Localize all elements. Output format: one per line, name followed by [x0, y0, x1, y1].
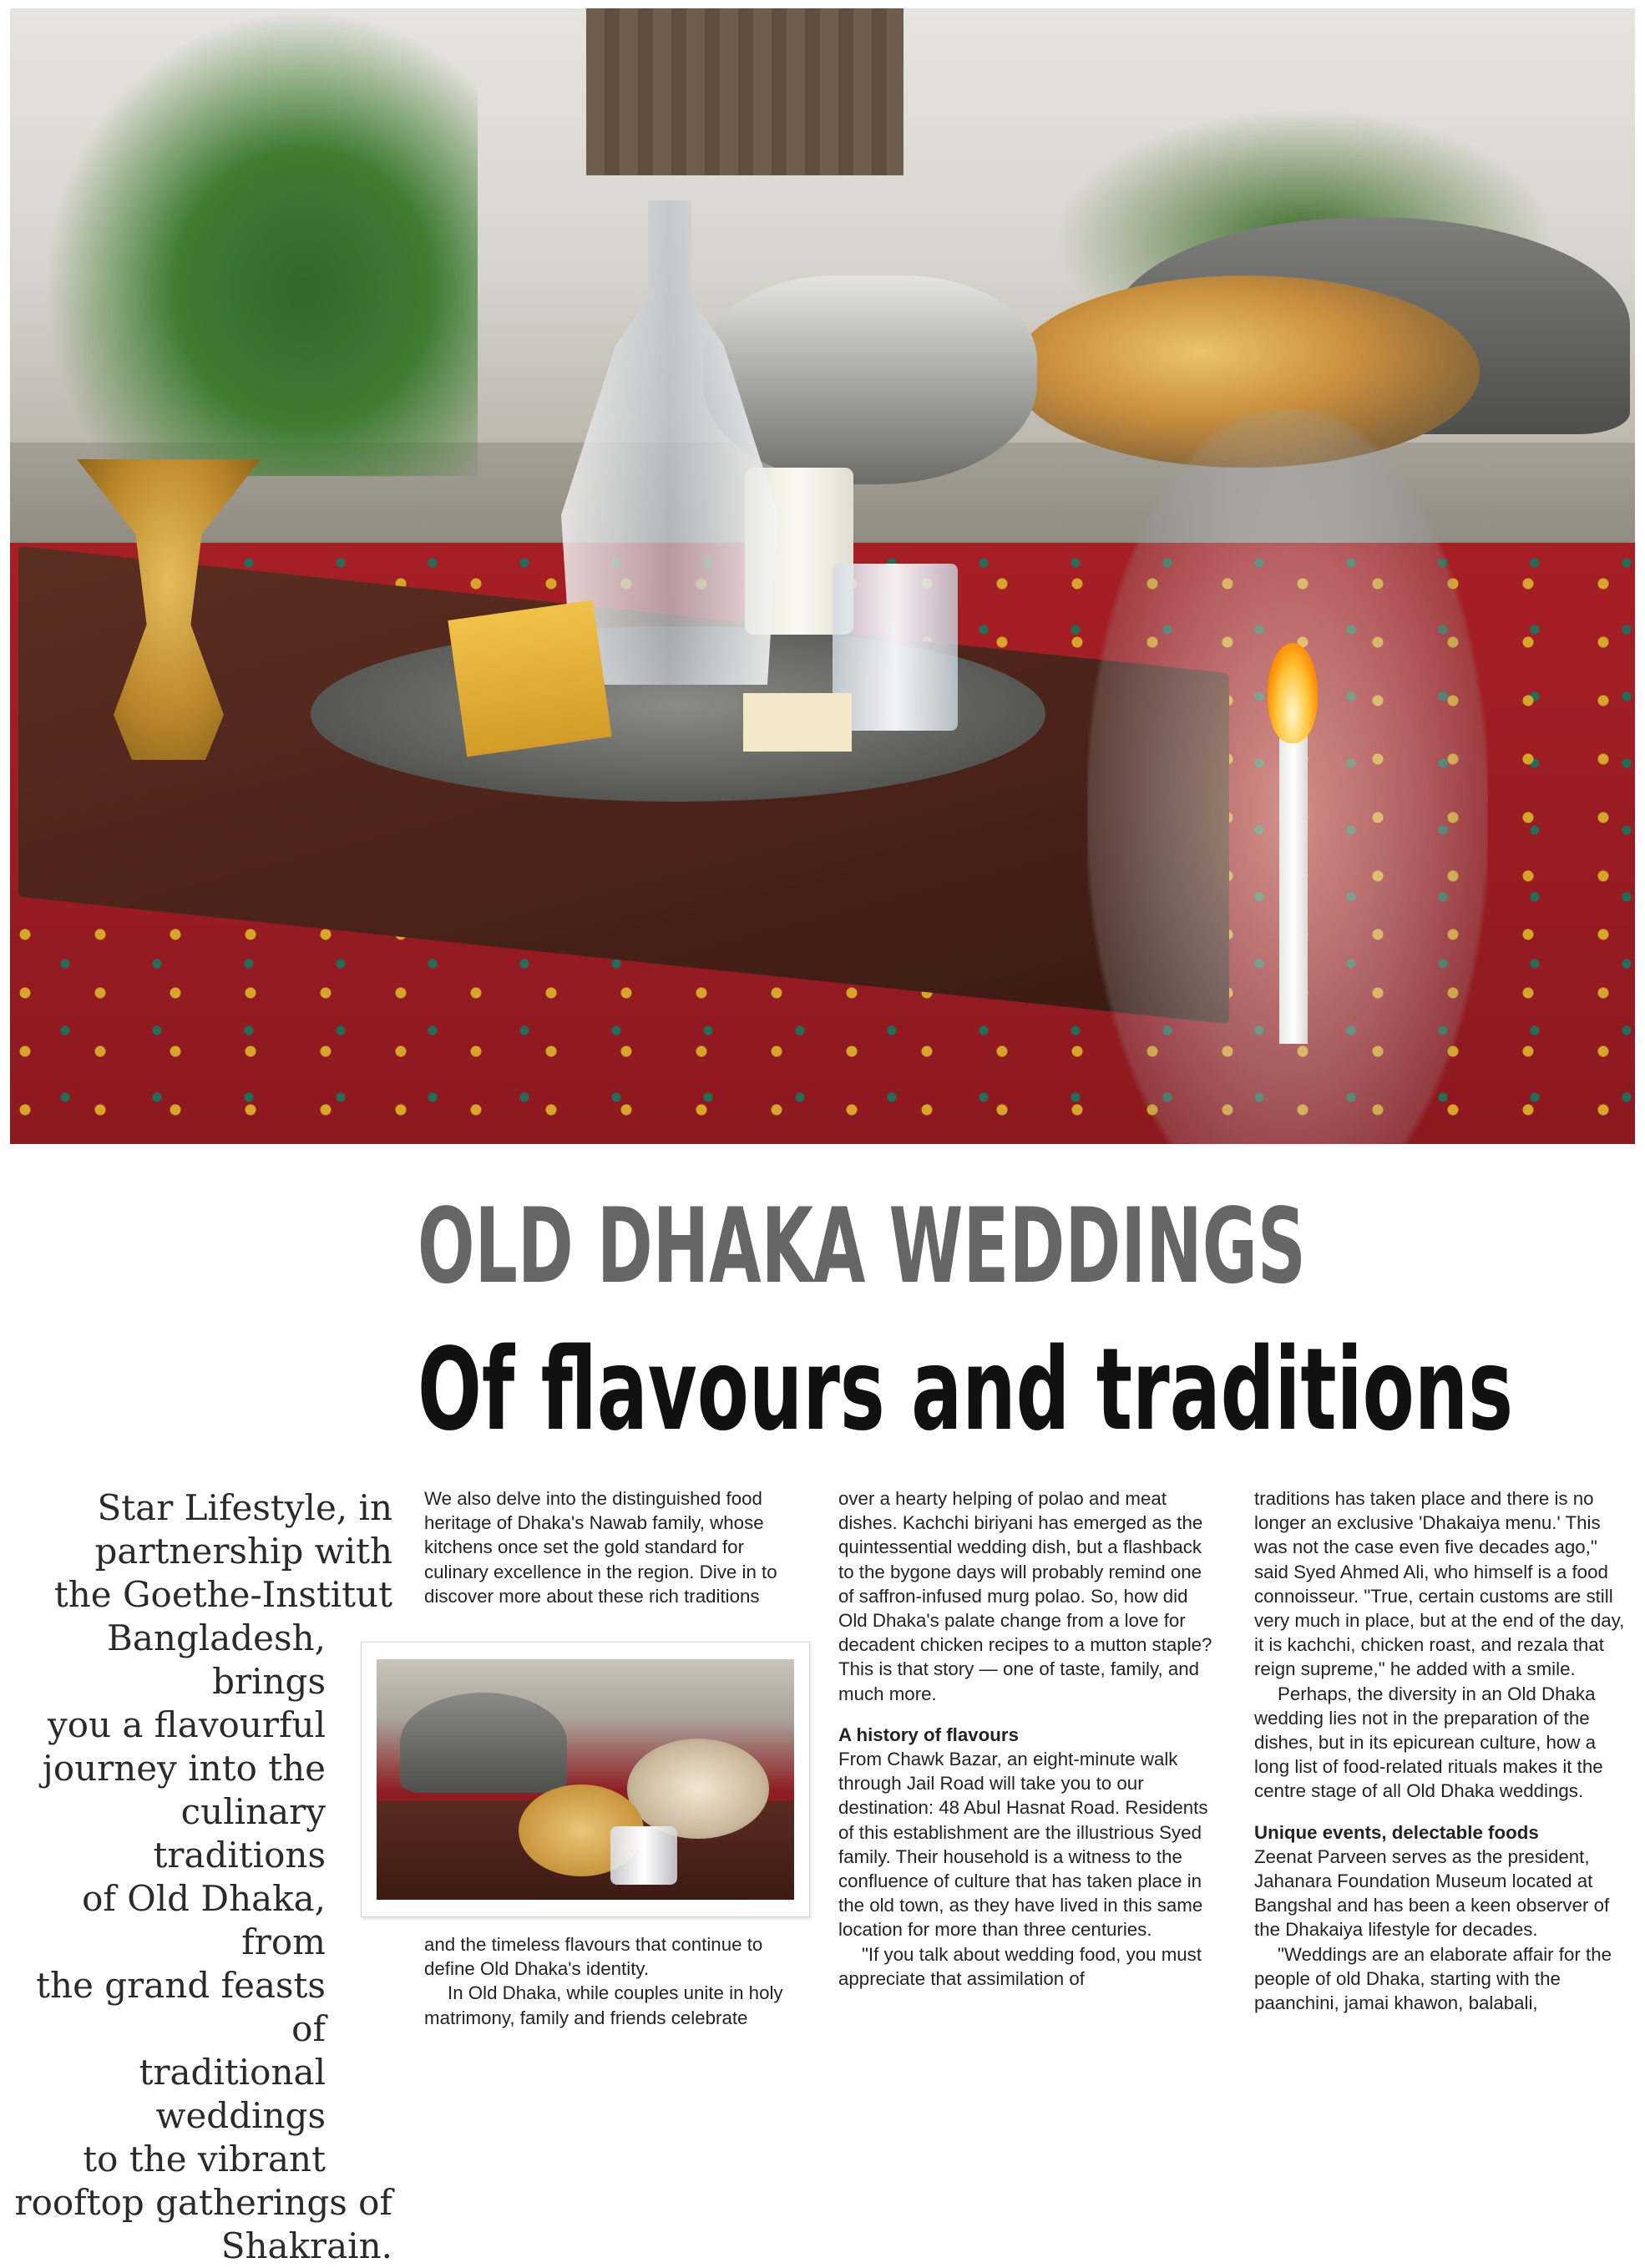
column-1-paragraph: In Old Dhaka, while couples unite in holy matrimony, family and friends celebrate — [424, 1982, 783, 2028]
column-3-paragraph: Perhaps, the diversity in an Old Dhaka wedding lies not in the preparation of the dishes, but in its epicurean culture, how a long list of food-related rituals makes it the centre stage of all Old Dhaka weddings. — [1254, 1683, 1603, 1802]
column-2-paragraph: From Chawk Bazar, an eight-minute walk through Jail Road will take you to our destination: 48 Abul Hasnat Road. Residents of this establishment are the illustrious Syed family. Their household is a witness to the confluence of culture that has taken place in the old town, as they have lived in this same location for more than three centuries. — [838, 1749, 1208, 1941]
column-3-paragraph: traditions has taken place and there is no longer an exclusive 'Dhakaiya menu.' This was not the case even five decades ago," said Syed Ahmed Ali, who himself is a food connoisseur. "True, certain customs are still very much in place, but at the end of the day, it is kachchi, chicken roast, and rezala that reign supreme," he added with a smile. — [1254, 1488, 1625, 1680]
column-2-paragraph: over a hearty helping of polao and meat dishes. Kachchi biriyani has emerged as the quintessential wedding dish, but a flashback to the bygone days will probably remind one of saffron-infused murg polao. So, how did Old Dhaka's palate change from a love for decadent chicken recipes to a mutton staple? This is that story — one of taste, family, and much more. — [838, 1488, 1212, 1704]
hero-plants — [43, 8, 478, 476]
intro-line: traditional weddings — [139, 2052, 326, 2136]
hero-butter — [743, 693, 852, 752]
hero-image — [10, 8, 1635, 1144]
hero-candle-flame — [1268, 643, 1318, 743]
intro-line: Bangladesh, brings — [106, 1617, 326, 1702]
article-column-1-bottom — [424, 1932, 792, 2030]
hero-sweet-cake — [448, 600, 611, 757]
hero-door — [586, 8, 903, 175]
inset-photo — [377, 1659, 794, 1900]
inset-glass — [610, 1826, 677, 1885]
headline-title: Of flavours and traditions — [418, 1324, 1514, 1456]
article-column-1-top — [424, 1486, 792, 1608]
intro-line: you a flavourful — [47, 1704, 326, 1745]
intro-line: partnership with — [94, 1531, 392, 1572]
intro-line: of Old Dhaka, from — [82, 1878, 326, 1962]
column-3-paragraph: Zeenat Parveen serves as the president, Jahanara Foundation Museum located at Bangshal and has been a keen observer of the Dhakaiya lifestyle for decades. — [1254, 1845, 1610, 1941]
intro-line: the grand feasts of — [36, 1965, 326, 2049]
section-heading: A history of flavours — [838, 1724, 1019, 1745]
intro-line: Shakrain. — [220, 2225, 392, 2266]
intro-line: the Goethe-Institut — [53, 1574, 392, 1615]
inset-sweets-plate — [627, 1739, 769, 1839]
intro-line: culinary traditions — [153, 1791, 326, 1876]
column-1-paragraph: We also delve into the distinguished food heritage of Dhaka's Nawab family, whose kitchens once set the gold standard for culinary excellence in the region. Dive in to discover more about these rich traditions — [424, 1488, 777, 1607]
intro-line: Star Lifestyle, in — [97, 1487, 392, 1528]
hero-candle — [1279, 735, 1308, 1044]
article-column-2 — [838, 1486, 1214, 1991]
intro-line: journey into the — [42, 1748, 326, 1789]
intro-line: rooftop gatherings of — [14, 2182, 392, 2223]
intro-blurb — [8, 1486, 392, 2268]
inset-silver-dome — [400, 1693, 567, 1793]
column-3-paragraph: "Weddings are an elaborate affair for the people of old Dhaka, starting with the paanchini, jamai khawon, balabali, — [1254, 1943, 1612, 2014]
section-heading: Unique events, delectable foods — [1254, 1821, 1539, 1843]
column-2-paragraph: "If you talk about wedding food, you must appreciate that assimilation of — [838, 1943, 1202, 1989]
intro-line: to the vibrant — [83, 2139, 326, 2179]
article-column-3 — [1254, 1486, 1634, 2015]
column-1-paragraph: and the timeless flavours that continue to define Old Dhaka's identity. — [424, 1934, 763, 1980]
inset-photo-frame — [361, 1642, 810, 1917]
headline-kicker: OLD DHAKA WEDDINGS — [418, 1187, 1306, 1307]
